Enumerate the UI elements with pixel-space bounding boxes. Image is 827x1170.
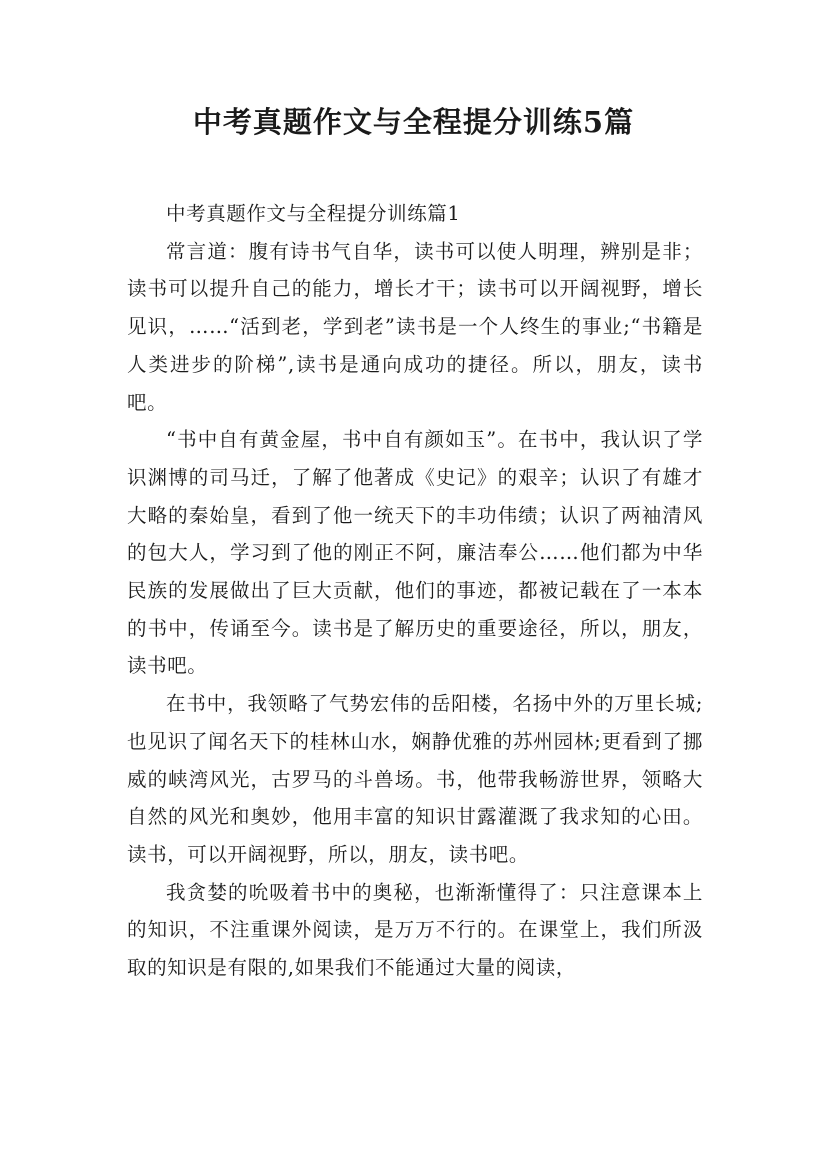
document-body	[127, 195, 703, 987]
paragraph-2: “书中自有黄金屋，书中自有颜如玉”。在书中，我认识了学识渊博的司马迁，了解了他著成《史记》的艰辛；认识了有雄才大略的秦始皇，看到了他一统天下的丰功伟绩；认识了两袖清风的包大人，学习到了他的刚正不阿，廉洁奉公……他们都为中华民族的发展做出了巨大贡献，他们的事迹，都被记载在了一本本的书中，传诵至今。读书是了解历史的重要途径，所以，朋友，读书吧。	[127, 428, 703, 678]
paragraph-1: 常言道：腹有诗书气自华，读书可以使人明理，辨别是非；读书可以提升自己的能力，增长才干；读书可以开阔视野，增长见识，……“活到老，学到老”读书是一个人终生的事业;“书籍是人类进步的阶梯”,读书是通向成功的捷径。所以，朋友，读书吧。	[127, 239, 703, 414]
paragraph-3: 在书中，我领略了气势宏伟的岳阳楼，名扬中外的万里长城;也见识了闻名天下的桂林山水，娴静优雅的苏州园林;更看到了挪威的峡湾风光，古罗马的斗兽场。书，他带我畅游世界，领略大自然的风光和奥妙，他用丰富的知识甘露灌溉了我求知的心田。读书，可以开阔视野，所以，朋友，读书吧。	[127, 692, 703, 866]
section-heading: 中考真题作文与全程提分训练篇1	[166, 202, 461, 225]
paragraph-4: 我贪婪的吮吸着书中的奥秘，也渐渐懂得了：只注意课本上的知识，不注重课外阅读，是万万不行的。在课堂上，我们所汲取的知识是有限的,如果我们不能通过大量的阅读，	[127, 880, 703, 980]
document-title: 中考真题作文与全程提分训练5篇	[192, 105, 635, 139]
